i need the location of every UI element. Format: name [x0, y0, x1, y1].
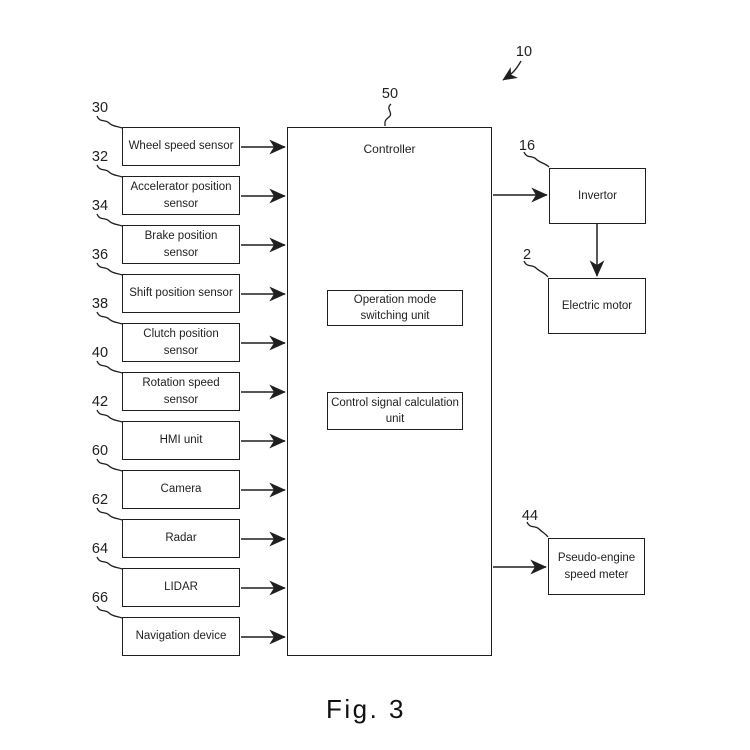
leader-10-arrow	[503, 61, 521, 80]
leader-32	[97, 165, 122, 177]
ref-label-32: 32	[91, 149, 109, 165]
box-label: Electric motor	[561, 299, 633, 312]
box-accelerator-position-sensor	[122, 176, 240, 215]
leader-60	[97, 459, 122, 471]
box-label: Clutch position sensor	[143, 328, 219, 357]
leader-36	[97, 263, 122, 275]
controller-label: Controller	[363, 142, 416, 156]
box-label: Brake position sensor	[144, 230, 218, 259]
box-label: Wheel speed sensor	[128, 140, 234, 153]
ref-label-44: 44	[521, 508, 539, 524]
ref-label-16: 16	[518, 138, 536, 154]
box-rotation-speed-sensor	[122, 372, 240, 411]
ref-label-64: 64	[91, 541, 109, 557]
ref-label-42: 42	[91, 394, 109, 410]
box-camera	[122, 470, 240, 509]
ref-label-10: 10	[515, 44, 533, 60]
leader-62	[97, 508, 122, 520]
box-invertor	[549, 168, 646, 224]
leader-42	[97, 410, 122, 422]
leader-30	[97, 116, 122, 128]
ref-label-66: 66	[91, 590, 109, 606]
leader-40	[97, 361, 122, 373]
ref-label-36: 36	[91, 247, 109, 263]
box-label: Invertor	[578, 189, 617, 202]
box-lidar	[122, 568, 240, 607]
box-navigation-device	[122, 617, 240, 656]
input-arrows	[241, 147, 285, 637]
figure-caption: Fig. 3	[325, 694, 407, 724]
box-brake-position-sensor	[122, 225, 240, 264]
box-label: Radar	[165, 532, 197, 545]
box-label: Shift position sensor	[129, 287, 233, 300]
box-operation-mode-switching-unit	[327, 290, 463, 326]
box-shift-position-sensor	[122, 274, 240, 313]
box-wheel-speed-sensor	[122, 127, 240, 166]
ref-label-34: 34	[91, 198, 109, 214]
box-label: Accelerator position sensor	[130, 181, 232, 210]
ref-label-60: 60	[91, 443, 109, 459]
box-label: Pseudo-engine speed meter	[557, 552, 636, 581]
box-label: Navigation device	[135, 630, 227, 643]
box-electric-motor	[548, 278, 646, 334]
leader-50	[385, 104, 391, 126]
leader-66	[97, 606, 122, 618]
leader-64	[97, 557, 122, 569]
box-label: HMI unit	[159, 434, 203, 447]
ref-label-62: 62	[91, 492, 109, 508]
box-control-signal-calculation-unit	[327, 392, 463, 430]
box-label: Rotation speed sensor	[142, 377, 220, 406]
ref-label-30: 30	[91, 100, 109, 116]
leader-34	[97, 214, 122, 226]
box-label: LIDAR	[164, 581, 198, 594]
box-radar	[122, 519, 240, 558]
box-pseudo-engine-speed-meter	[548, 538, 645, 595]
ref-label-38: 38	[91, 296, 109, 312]
leader-38	[97, 312, 122, 324]
box-label: Control signal calculation unit	[331, 396, 459, 425]
ref-label-40: 40	[91, 345, 109, 361]
box-label: Operation mode switching unit	[353, 293, 437, 322]
box-clutch-position-sensor	[122, 323, 240, 362]
leader-44	[527, 522, 548, 537]
ref-label-50: 50	[381, 86, 399, 102]
box-hmi-unit	[122, 421, 240, 460]
leader-2	[524, 261, 548, 277]
leader-16	[524, 152, 549, 167]
ref-label-2: 2	[522, 247, 532, 263]
box-label: Camera	[160, 483, 202, 496]
